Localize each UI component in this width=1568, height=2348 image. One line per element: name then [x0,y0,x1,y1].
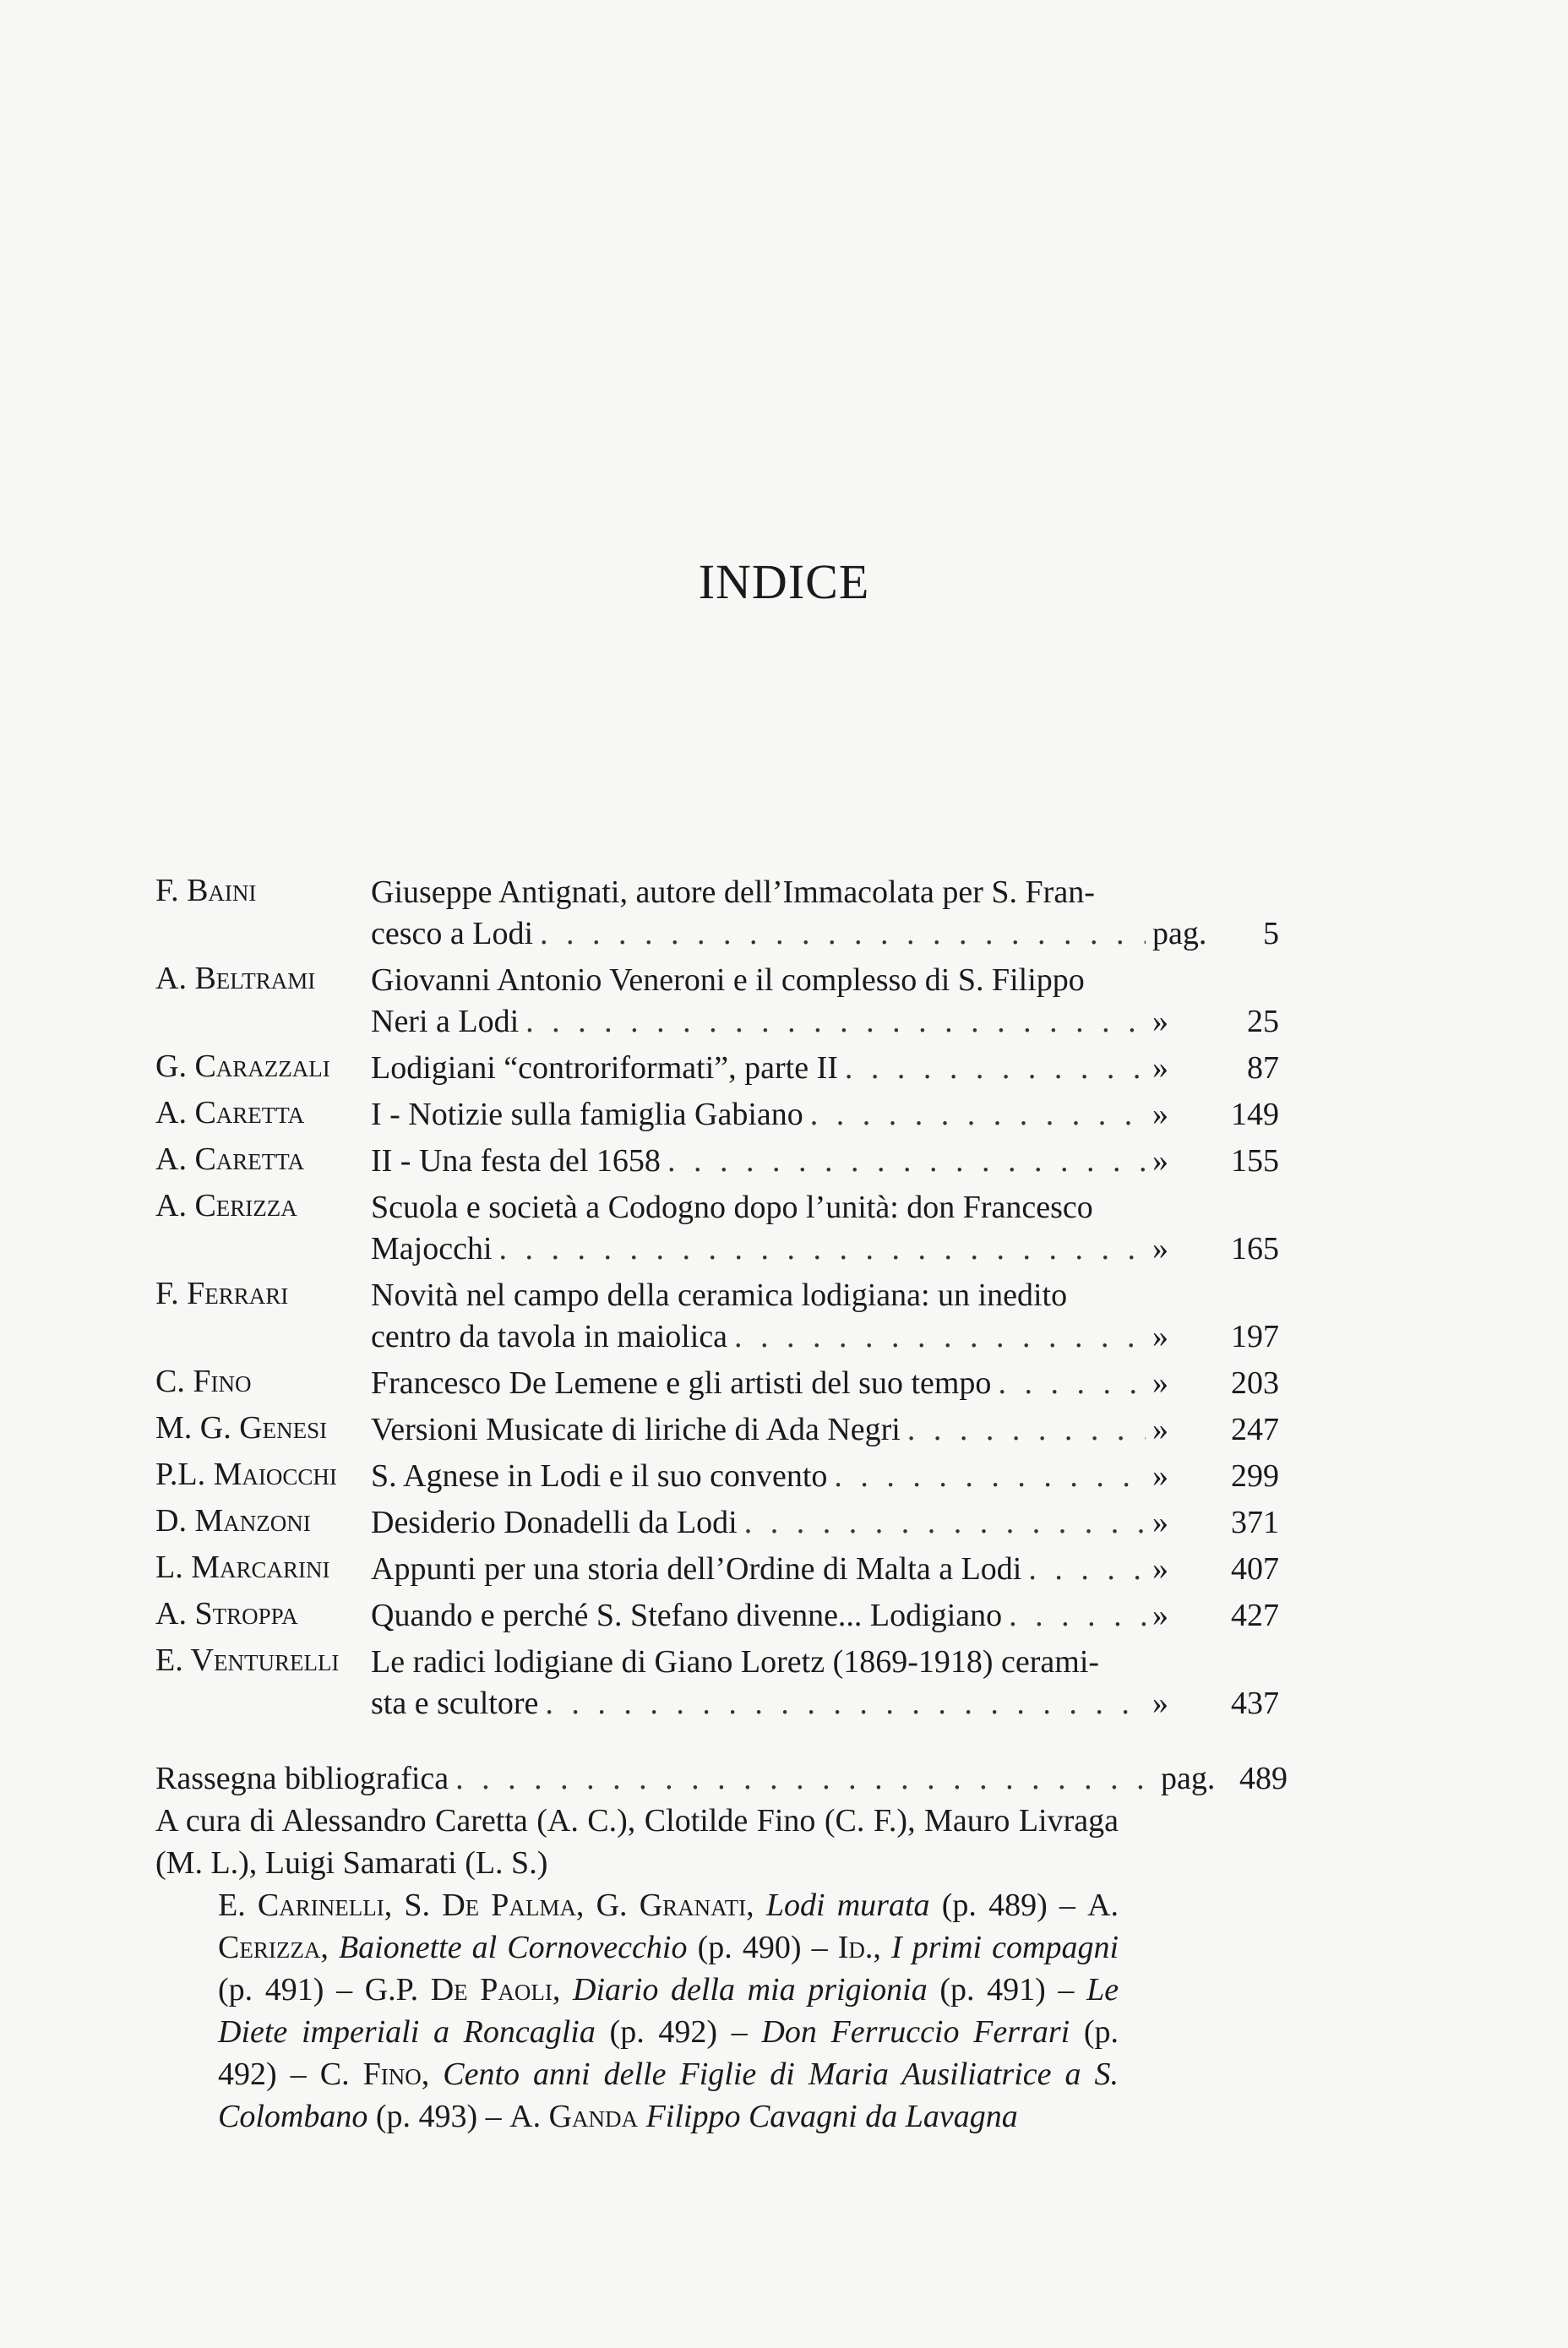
entry-author: A. Caretta [155,1095,305,1130]
entry-author: L. Marcarini [155,1550,330,1585]
toc-entry[interactable] [155,1409,1288,1451]
page-prefix: » [1152,1365,1168,1401]
table-of-contents [155,872,1288,1730]
page-number: 489 [1239,1761,1288,1796]
entry-title [371,960,1279,1043]
page-title: INDICE [698,554,870,609]
page-prefix: pag. [1152,916,1207,951]
entry-title-text: sta e scultore [371,1686,539,1721]
entry-title-text: Francesco De Lemene e gli artisti del suo tempo [371,1365,992,1401]
page-prefix: » [1152,1231,1168,1267]
entry-title [371,1094,1279,1136]
rassegna-page-ref[interactable] [1161,1757,1288,1800]
leader-dots [834,1456,1146,1497]
work-page-ref: (p. 490) – [697,1930,828,1965]
entry-title [371,872,1279,955]
page-number: 165 [1231,1231,1279,1267]
entry-author: A. Beltrami [155,961,316,996]
page-prefix: » [1152,1319,1168,1354]
entry-title-text: Majocchi [371,1231,493,1267]
entry-title-line [371,1048,1279,1089]
entry-spacer [155,1724,1288,1730]
page-prefix: » [1152,1551,1168,1587]
entry-author: P.L. Maiocchi [155,1457,337,1492]
entry-author: E. Venturelli [155,1643,340,1678]
entry-title [371,1048,1279,1089]
rassegna-curators: A cura di Alessandro Caretta (A. C.), Clotilde Fino (C. F.), Mauro Livraga (M. L.), Luigi Samarati (L. S.) [155,1803,1119,1881]
entry-title-line [371,872,1279,913]
work-author: E. Carinelli, S. De Palma, G. Granati, [218,1888,754,1923]
leader-dots [455,1757,1154,1800]
entry-author: G. Carazzali [155,1049,330,1084]
entry-page-ref[interactable] [1152,1228,1279,1270]
entry-title-line [371,1409,1279,1451]
work-author: A. Cerizza, [218,1888,1119,1965]
entry-page-ref[interactable] [1152,1502,1279,1544]
rassegna-section [155,1757,1288,2138]
entry-title-line [371,1363,1279,1404]
page-prefix: pag. [1161,1761,1216,1796]
entry-page-ref[interactable] [1152,1363,1279,1404]
entry-title [371,1363,1279,1404]
toc-entry[interactable] [155,1502,1288,1544]
work-author: G.P. De Paoli, [364,1972,561,2008]
entry-title [371,1275,1279,1358]
entry-title [371,1502,1279,1544]
entry-author: A. Stroppa [155,1596,298,1632]
page-prefix: » [1152,1412,1168,1447]
toc-entry[interactable] [155,1094,1288,1136]
entry-page-ref[interactable] [1152,1048,1279,1089]
page-number: 155 [1231,1143,1279,1179]
entry-title-line [371,1001,1279,1043]
toc-entry[interactable] [155,1048,1288,1089]
page-number: 197 [1231,1319,1279,1354]
entry-title-text: II - Una festa del 1658 [371,1143,661,1179]
entry-title-line [371,1094,1279,1136]
entry-title [371,1187,1279,1270]
entry-title-text: I - Notizie sulla famiglia Gabiano [371,1097,803,1132]
entry-title [371,1642,1279,1724]
entry-title [371,1456,1279,1497]
entry-title-line [371,913,1279,955]
entry-title-text: Versioni Musicate di liriche di Ada Negri [371,1412,901,1447]
page-number: 407 [1231,1551,1279,1587]
entry-title-text: Quando e perché S. Stefano divenne... Lodigiano [371,1598,1003,1633]
entry-author: A. Caretta [155,1141,305,1177]
entry-title-line [371,1456,1279,1497]
entry-page-ref[interactable] [1152,1456,1279,1497]
leader-dots [545,1683,1146,1724]
page-number: 371 [1231,1505,1279,1540]
work-title: Baionette al Cornovecchio [338,1930,688,1965]
toc-entry[interactable] [155,1141,1288,1182]
page-number: 299 [1231,1458,1279,1494]
entry-title-line [371,1275,1279,1316]
entry-page-ref[interactable] [1152,1094,1279,1136]
work-title: Filippo Cavagni da Lavagna [645,2099,1018,2134]
entry-title-text: cesco a Lodi [371,916,534,951]
entry-title-line [371,960,1279,1001]
entry-title-text: Neri a Lodi [371,1004,520,1039]
rassegna-heading-line [155,1757,1288,1800]
entry-title-line [371,1228,1279,1270]
leader-dots [667,1141,1146,1182]
page-prefix: » [1152,1050,1168,1086]
entry-page-ref[interactable] [1152,913,1279,955]
leader-dots [998,1363,1146,1404]
entry-page-ref[interactable] [1152,1549,1279,1590]
entry-author: F. Ferrari [155,1276,289,1311]
toc-entry[interactable] [155,1187,1288,1270]
leader-dots [525,1001,1146,1043]
entry-author: F. Baini [155,873,257,908]
entry-title [371,1409,1279,1451]
page-number: 247 [1231,1412,1279,1447]
entry-title-line [371,1316,1279,1358]
work-title: I primi compagni [890,1930,1119,1965]
page-number: 25 [1247,1004,1279,1039]
leader-dots [1009,1595,1146,1637]
leader-dots [1028,1549,1146,1590]
entry-page-ref[interactable] [1152,1409,1279,1451]
entry-title-text: S. Agnese in Lodi e il suo convento [371,1458,828,1494]
entry-title-text: Lodigiani “controriformati”, parte II [371,1050,838,1086]
page-number: 149 [1231,1097,1279,1132]
toc-entry[interactable] [155,1549,1288,1590]
rassegna-works [218,1884,1119,2138]
page-number: 203 [1231,1365,1279,1401]
work-page-ref: (p. 492) – [609,2014,748,2050]
toc-entry[interactable] [155,1595,1288,1637]
toc-entry[interactable] [155,1363,1288,1404]
entry-author: D. Manzoni [155,1503,311,1539]
leader-dots [907,1409,1146,1451]
page-prefix: » [1152,1097,1168,1132]
entry-title-text: centro da tavola in maiolica [371,1319,728,1354]
leader-dots [810,1094,1146,1136]
entry-title-line [371,1502,1279,1544]
leader-dots [734,1316,1146,1358]
page-number: 437 [1231,1686,1279,1721]
page-prefix: » [1152,1686,1168,1721]
entry-title-line [371,1595,1279,1637]
leader-dots [540,913,1146,955]
entry-title-text: Novità nel campo della ceramica lodigiana: un inedito [371,1278,1068,1313]
page-prefix: » [1152,1505,1168,1540]
work-page-ref: (p. 493) – [375,2099,502,2134]
entry-title-text: Appunti per una storia dell’Ordine di Malta a Lodi [371,1551,1022,1587]
work-title: Cento anni delle Figlie di Maria Ausiliatrice a S. Colombano [218,2057,1119,2134]
page-number: 5 [1263,916,1279,951]
work-author: A. Ganda [509,2099,639,2134]
leader-dots [499,1228,1146,1270]
toc-entry[interactable] [155,1642,1288,1724]
entry-author: A. Cerizza [155,1188,297,1223]
work-page-ref: (p. 489) – [941,1888,1075,1923]
page-prefix: » [1152,1004,1168,1039]
toc-entry[interactable] [155,1275,1288,1358]
page-prefix: » [1152,1458,1168,1494]
toc-entry[interactable] [155,1456,1288,1497]
entry-author: C. Fino [155,1364,252,1399]
entry-author: M. G. Genesi [155,1410,328,1446]
entry-title-line [371,1141,1279,1182]
work-title: Le Diete imperiali a Roncaglia [218,1972,1119,2050]
work-title: Don Ferruccio Ferrari [761,2014,1070,2050]
entry-title [371,1549,1279,1590]
entry-title-text: Scuola e società a Codogno dopo l’unità: don Francesco [371,1190,1093,1225]
rassegna-title: Rassegna bibliografica [155,1761,449,1796]
toc-entry[interactable] [155,872,1288,955]
entry-page-ref[interactable] [1152,1683,1279,1724]
page-prefix: » [1152,1143,1168,1179]
work-author: C. Fino, [319,2057,430,2092]
entry-title-text: Le radici lodigiane di Giano Loretz (1869-1918) cerami- [371,1644,1100,1680]
entry-title-text: Giovanni Antonio Veneroni e il complesso di S. Filippo [371,962,1085,998]
entry-title-line [371,1187,1279,1228]
entry-page-ref[interactable] [1152,1595,1279,1637]
toc-entry[interactable] [155,960,1288,1043]
entry-title-line [371,1683,1279,1724]
entry-title-line [371,1549,1279,1590]
page-number: 427 [1231,1598,1279,1633]
work-page-ref: (p. 491) – [939,1972,1075,2008]
work-author: Id., [837,1930,881,1965]
entry-title-line [371,1642,1279,1683]
leader-dots [744,1502,1146,1544]
entry-title-text: Desiderio Donadelli da Lodi [371,1505,738,1540]
entry-title [371,1141,1279,1182]
work-page-ref: (p. 491) – [218,1972,353,2008]
entry-title-text: Giuseppe Antignati, autore dell’Immacolata per S. Fran- [371,874,1095,910]
entry-page-ref[interactable] [1152,1141,1279,1182]
entry-title [371,1595,1279,1637]
work-page-ref: (p. 492) – [218,2014,1119,2092]
page-prefix: » [1152,1598,1168,1633]
entry-page-ref[interactable] [1152,1316,1279,1358]
work-title: Lodi murata [765,1888,930,1923]
page-number: 87 [1247,1050,1279,1086]
entry-page-ref[interactable] [1152,1001,1279,1043]
work-title: Diario della mia prigionia [573,1972,928,2008]
leader-dots [845,1048,1146,1089]
